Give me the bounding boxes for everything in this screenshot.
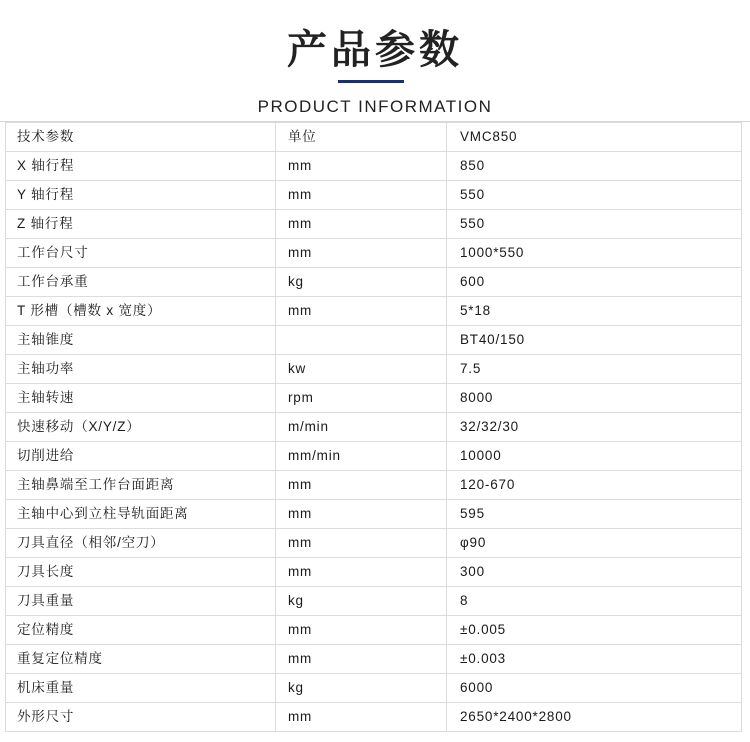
param-name-cell: 定位精度 <box>6 616 276 645</box>
param-name-cell: Y 轴行程 <box>6 181 276 210</box>
param-name-cell: 主轴功率 <box>6 355 276 384</box>
page-subtitle: PRODUCT INFORMATION <box>257 97 493 116</box>
unit-cell: mm <box>276 152 447 181</box>
value-cell: 2650*2400*2800 <box>447 703 742 732</box>
unit-cell: 单位 <box>276 123 447 152</box>
param-name-cell: 主轴转速 <box>6 384 276 413</box>
table-row <box>6 587 742 616</box>
table-row <box>6 442 742 471</box>
table-header-row <box>6 123 742 152</box>
param-name-cell: 机床重量 <box>6 674 276 703</box>
param-name-cell: 重复定位精度 <box>6 645 276 674</box>
unit-cell <box>276 326 447 355</box>
table-row <box>6 645 742 674</box>
value-cell: BT40/150 <box>447 326 742 355</box>
param-name-cell: 主轴鼻端至工作台面距离 <box>6 471 276 500</box>
param-name-cell: 刀具重量 <box>6 587 276 616</box>
value-cell: 5*18 <box>447 297 742 326</box>
unit-cell: kg <box>276 587 447 616</box>
param-name-cell: 技术参数 <box>6 123 276 152</box>
param-name-cell: 刀具长度 <box>6 558 276 587</box>
table-row <box>6 297 742 326</box>
table-row <box>6 210 742 239</box>
value-cell: 595 <box>447 500 742 529</box>
param-name-cell: Z 轴行程 <box>6 210 276 239</box>
param-name-cell: T 形槽（槽数 x 宽度） <box>6 297 276 326</box>
value-cell: 550 <box>447 181 742 210</box>
unit-cell: mm <box>276 703 447 732</box>
unit-cell: mm/min <box>276 442 447 471</box>
unit-cell: mm <box>276 181 447 210</box>
unit-cell: rpm <box>276 384 447 413</box>
unit-cell: mm <box>276 239 447 268</box>
table-row <box>6 152 742 181</box>
table-row <box>6 384 742 413</box>
unit-cell: mm <box>276 471 447 500</box>
param-name-cell: 主轴锥度 <box>6 326 276 355</box>
value-cell: 8 <box>447 587 742 616</box>
param-name-cell: 工作台承重 <box>6 268 276 297</box>
param-name-cell: 切削进给 <box>6 442 276 471</box>
table-row <box>6 326 742 355</box>
param-name-cell: 主轴中心到立柱导轨面距离 <box>6 500 276 529</box>
value-cell: 600 <box>447 268 742 297</box>
unit-cell: mm <box>276 210 447 239</box>
unit-cell: kw <box>276 355 447 384</box>
table-row <box>6 500 742 529</box>
value-cell: 32/32/30 <box>447 413 742 442</box>
param-name-cell: 外形尺寸 <box>6 703 276 732</box>
value-cell: 1000*550 <box>447 239 742 268</box>
value-cell: ±0.005 <box>447 616 742 645</box>
table-row <box>6 674 742 703</box>
value-cell: 7.5 <box>447 355 742 384</box>
value-cell: 850 <box>447 152 742 181</box>
unit-cell: mm <box>276 297 447 326</box>
table-row <box>6 239 742 268</box>
param-name-cell: 工作台尺寸 <box>6 239 276 268</box>
unit-cell: mm <box>276 558 447 587</box>
unit-cell: m/min <box>276 413 447 442</box>
table-row <box>6 616 742 645</box>
value-cell: 8000 <box>447 384 742 413</box>
unit-cell: kg <box>276 268 447 297</box>
table-row <box>6 558 742 587</box>
value-cell: 6000 <box>447 674 742 703</box>
spec-table-body <box>6 123 742 732</box>
unit-cell: mm <box>276 500 447 529</box>
param-name-cell: 快速移动（X/Y/Z） <box>6 413 276 442</box>
page-header <box>0 0 750 122</box>
value-cell: 10000 <box>447 442 742 471</box>
value-cell: ±0.003 <box>447 645 742 674</box>
table-row <box>6 181 742 210</box>
table-row <box>6 268 742 297</box>
table-row <box>6 529 742 558</box>
table-row <box>6 355 742 384</box>
title-underline-accent <box>338 80 404 83</box>
unit-cell: mm <box>276 616 447 645</box>
value-cell: φ90 <box>447 529 742 558</box>
value-cell: VMC850 <box>447 123 742 152</box>
unit-cell: kg <box>276 674 447 703</box>
table-row <box>6 471 742 500</box>
table-row <box>6 703 742 732</box>
table-row <box>6 413 742 442</box>
value-cell: 550 <box>447 210 742 239</box>
value-cell: 120-670 <box>447 471 742 500</box>
unit-cell: mm <box>276 645 447 674</box>
unit-cell: mm <box>276 529 447 558</box>
param-name-cell: X 轴行程 <box>6 152 276 181</box>
value-cell: 300 <box>447 558 742 587</box>
spec-table <box>5 122 742 732</box>
page-title: 产品参数 <box>287 27 463 73</box>
param-name-cell: 刀具直径（相邻/空刀） <box>6 529 276 558</box>
